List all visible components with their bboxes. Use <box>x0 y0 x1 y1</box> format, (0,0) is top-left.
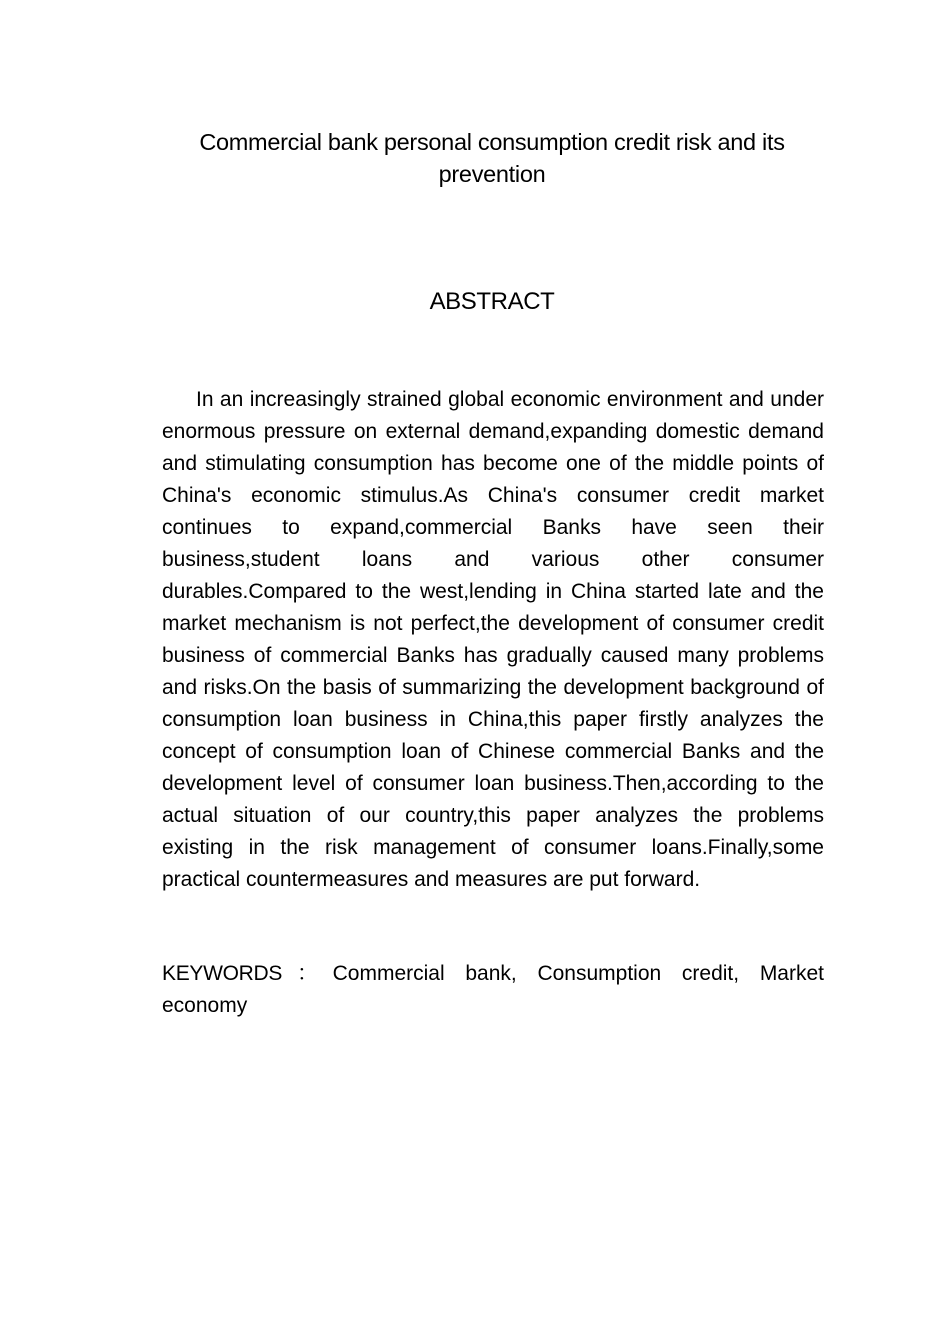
keywords-line <box>162 958 824 1022</box>
abstract-paragraph: In an increasingly strained global economic environment and under enormous pressure on external demand,expanding domestic demand and stimulating consumption has become one of the middle points of China's economic stimulus.As China's consumer credit market continues to expand,commercial Banks have seen their business,student loans and various other consumer durables.Compared to the west,lending in China started late and the market mechanism is not perfect,the development of consumer credit business of commercial Banks has gradually caused many problems and risks.On the basis of summarizing the development background of consumption loan business in China,this paper firstly analyzes the concept of consumption loan of Chinese commercial Banks and the development level of consumer loan business.Then,according to the actual situation of our country,this paper analyzes the problems existing in the risk management of consumer loans.Finally,some practical countermeasures and measures are put forward. <box>162 388 824 891</box>
paper-title: Commercial bank personal consumption credit risk and its prevention <box>199 129 785 187</box>
abstract-heading: ABSTRACT <box>429 288 555 315</box>
keywords-label: KEYWORDS： <box>162 962 333 985</box>
keywords-text: Commercial bank, Consumption credit, Market economy <box>162 962 824 1017</box>
